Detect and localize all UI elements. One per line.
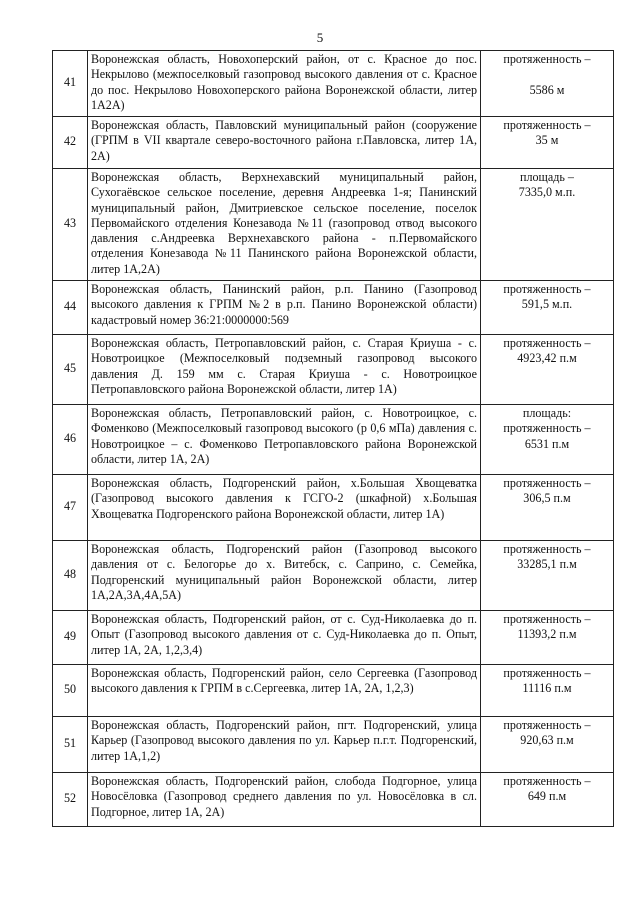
object-measure xyxy=(481,169,614,281)
table-row xyxy=(53,611,614,665)
object-description: Воронежская область, Подгоренский район, село Сергеевка (Газопровод высокого давления к ГРПМ в с.Сергеевка, литер 1А, 2А, 1,2,3) xyxy=(88,665,481,717)
object-description: Воронежская область, Петропавловский район, с. Новотроицкое, с. Фоменково (Межпоселковый газопровод высокого (р 0,6 мПа) давления с. Новотроицкое – с. Фоменково Петропавловского района Воронежской области, литер 1А, 2А) xyxy=(88,405,481,475)
table-row xyxy=(53,169,614,281)
measure-label: протяженность – xyxy=(503,612,591,626)
measure-value: 5586 м xyxy=(529,83,565,98)
object-description: Воронежская область, Петропавловский район, с. Старая Криуша - с. Новотроицкое (Межпоселковый подземный газопровод высокого давления Д. 159 мм с. Старая Криуша - с. Новотроицкое Петропавловского района Воронежской области, литер 1А) xyxy=(88,335,481,405)
object-measure xyxy=(481,51,614,117)
object-description: Воронежская область, Подгоренский район (Газопровод высокого давления от с. Белогорье до х. Витебск, с. Саприно, с. Семейка, Подгоренский муниципальный район Воронежской области, литер 1А,2А,3А,4А,5А) xyxy=(88,541,481,611)
measure-label: протяженность – xyxy=(503,336,591,350)
row-number: 45 xyxy=(53,335,88,405)
row-number: 44 xyxy=(53,281,88,335)
object-measure xyxy=(481,475,614,541)
measure-label: протяженность – xyxy=(503,476,591,490)
table-row xyxy=(53,665,614,717)
measure-value: 33285,1 п.м xyxy=(517,557,577,572)
object-description: Воронежская область, Верхнехавский муниципальный район, Сухогаёвское сельское поселение, деревня Андреевка 1-я; Панинский муниципальный район, Дмитриевское сельское поселение, поселок Первомайского отделения Конезавода №11 (газопровод отвод высокого давления с.Андреевка Верхнехавского района - п.Первомайского отделения Конезавода №11 Панинского района Воронежской области, литер 1А,2А) xyxy=(88,169,481,281)
object-description: Воронежская область, Подгоренский район, от с. Суд-Николаевка до п. Опыт (Газопровод высокого давления от с. Суд-Николаевка до п. Опыт, литер 1А, 2А, 1,2,3,4) xyxy=(88,611,481,665)
table-row xyxy=(53,717,614,773)
measure-value: 6531 п.м xyxy=(524,436,570,451)
measure-value: 4923,42 п.м xyxy=(517,351,577,366)
row-number: 46 xyxy=(53,405,88,475)
measure-label: протяженность – xyxy=(503,542,591,556)
registry-table xyxy=(52,50,614,827)
measure-value: 11393,2 п.м xyxy=(517,627,577,642)
table-row xyxy=(53,541,614,611)
row-number: 43 xyxy=(53,169,88,281)
measure-label: протяженность – xyxy=(503,718,591,732)
row-number: 48 xyxy=(53,541,88,611)
object-description: Воронежская область, Новохоперский район, от с. Красное до пос. Некрылово (межпоселковый газопровод высокого давления от с. Красное до пос. Некрылово Новохоперского района Воронежской области, литер 1А2А) xyxy=(88,51,481,117)
row-number: 49 xyxy=(53,611,88,665)
table-row xyxy=(53,405,614,475)
object-description: Воронежская область, Подгоренский район, пгт. Подгоренский, улица Карьер (Газопровод высокого давления по ул. Карьер п.г.т. Подгоренский, литер 1А,1,2) xyxy=(88,717,481,773)
row-number: 51 xyxy=(53,717,88,773)
object-measure xyxy=(481,541,614,611)
measure-label: протяженность – xyxy=(503,118,591,132)
object-measure xyxy=(481,611,614,665)
object-measure xyxy=(481,665,614,717)
table-row xyxy=(53,117,614,169)
object-measure xyxy=(481,405,614,475)
page-number: 5 xyxy=(316,30,324,45)
object-measure xyxy=(481,117,614,169)
measure-label: протяженность – xyxy=(503,52,591,66)
measure-value: 591,5 м.п. xyxy=(521,297,573,312)
measure-value: 306,5 п.м xyxy=(523,491,571,506)
object-description: Воронежская область, Павловский муниципальный район (сооружение (ГРПМ в VII квартале северо-восточного района г.Павловска, литер 1А, 2А) xyxy=(88,117,481,169)
measure-value: 649 п.м xyxy=(527,789,567,804)
table-row xyxy=(53,773,614,827)
measure-value: 11116 п.м xyxy=(522,681,572,696)
table-row xyxy=(53,335,614,405)
row-number: 47 xyxy=(53,475,88,541)
object-measure xyxy=(481,335,614,405)
registry-table-body xyxy=(53,51,614,827)
measure-label: площадь: xyxy=(522,406,572,420)
object-description: Воронежская область, Панинский район, р.п. Панино (Газопровод высокого давления к ГРПМ №2 в р.п. Панино Воронежской области) кадастровый номер 36:21:0000000:569 xyxy=(88,281,481,335)
row-number: 50 xyxy=(53,665,88,717)
measure-label: площадь – xyxy=(520,170,574,184)
measure-label: протяженность – xyxy=(503,666,591,680)
table-row xyxy=(53,51,614,117)
object-measure xyxy=(481,281,614,335)
object-measure xyxy=(481,717,614,773)
table-row xyxy=(53,475,614,541)
row-number: 52 xyxy=(53,773,88,827)
row-number: 42 xyxy=(53,117,88,169)
measure-value: 35 м xyxy=(535,133,559,148)
object-description: Воронежская область, Подгоренский район, х.Большая Хвощеватка (Газопровод высокого давления к ГСГО-2 (шкафной) х.Большая Хвощеватка Подгоренского района Воронежской области, литер 1А) xyxy=(88,475,481,541)
measure-value: 920,63 п.м xyxy=(520,733,574,748)
measure-value: 7335,0 м.п. xyxy=(518,185,576,200)
measure-label: протяженность – xyxy=(503,774,591,788)
object-description: Воронежская область, Подгоренский район, слобода Подгорное, улица Новосёловка (Газопровод среднего давления по ул. Новосёловка в сл. Подгорное, литер 1А, 2А) xyxy=(88,773,481,827)
measure-value: протяженность – xyxy=(503,421,591,436)
object-measure xyxy=(481,773,614,827)
measure-label: протяженность – xyxy=(503,282,591,296)
measure-spacer xyxy=(484,67,610,83)
row-number: 41 xyxy=(53,51,88,117)
table-row xyxy=(53,281,614,335)
